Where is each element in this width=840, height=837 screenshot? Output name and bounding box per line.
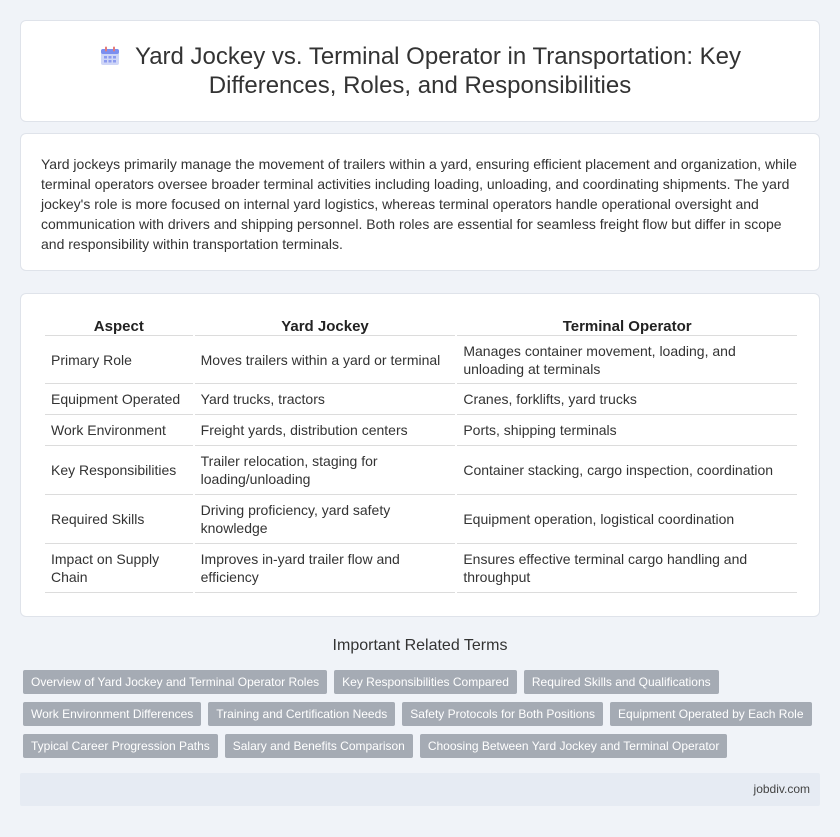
row-aspect: Primary Role <box>45 336 193 384</box>
row-yard-jockey: Driving proficiency, yard safety knowledge <box>195 495 456 544</box>
related-terms-tags <box>23 670 823 758</box>
row-terminal-operator: Ports, shipping terminals <box>457 415 797 446</box>
related-tag[interactable]: Key Responsibilities Compared <box>334 670 517 694</box>
comparison-table-card <box>20 293 820 617</box>
related-tag[interactable]: Work Environment Differences <box>23 702 201 726</box>
table-row <box>45 446 797 495</box>
row-yard-jockey: Trailer relocation, staging for loading/unloading <box>195 446 456 495</box>
row-aspect: Required Skills <box>45 495 193 544</box>
table-row <box>45 544 797 593</box>
table-row <box>45 384 797 415</box>
page-title-wrap <box>70 42 770 100</box>
related-tag[interactable]: Equipment Operated by Each Role <box>610 702 811 726</box>
row-yard-jockey: Yard trucks, tractors <box>195 384 456 415</box>
row-terminal-operator: Equipment operation, logistical coordination <box>457 495 797 544</box>
row-aspect: Key Responsibilities <box>45 446 193 495</box>
row-yard-jockey: Freight yards, distribution centers <box>195 415 456 446</box>
related-tag[interactable]: Training and Certification Needs <box>208 702 395 726</box>
header-yard-jockey: Yard Jockey <box>195 314 456 336</box>
calendar-icon <box>99 45 121 67</box>
row-terminal-operator: Ensures effective terminal cargo handling and throughput <box>457 544 797 593</box>
related-tag[interactable]: Safety Protocols for Both Positions <box>402 702 603 726</box>
row-yard-jockey: Improves in-yard trailer flow and efficiency <box>195 544 456 593</box>
row-terminal-operator: Container stacking, cargo inspection, coordination <box>457 446 797 495</box>
table-row <box>45 415 797 446</box>
intro-paragraph: Yard jockeys primarily manage the movement of trailers within a yard, ensuring efficient placement and organization, while terminal operators oversee broader terminal activities including loading, unloading, and coordinating shipments. The yard jockey's role is more focused on internal yard logistics, whereas terminal operators handle operational oversight and communication with drivers and shipping personnel. Both roles are essential for seamless freight flow but differ in scope and responsibility within transportation terminals. <box>41 156 797 252</box>
related-tag[interactable]: Overview of Yard Jockey and Terminal Operator Roles <box>23 670 327 694</box>
page-title: Yard Jockey vs. Terminal Operator in Transportation: Key Differences, Roles, and Responsibilities <box>134 43 742 99</box>
related-tag[interactable]: Salary and Benefits Comparison <box>225 734 413 758</box>
table-header-row <box>45 314 797 336</box>
header-aspect: Aspect <box>45 314 193 336</box>
related-tag[interactable]: Typical Career Progression Paths <box>23 734 218 758</box>
intro-card <box>20 133 820 271</box>
header-terminal-operator: Terminal Operator <box>457 314 797 336</box>
footer-site-link[interactable]: jobdiv.com <box>753 782 810 796</box>
related-terms-title: Important Related Terms <box>332 637 508 654</box>
row-aspect: Equipment Operated <box>45 384 193 415</box>
table-row <box>45 495 797 544</box>
row-yard-jockey: Moves trailers within a yard or terminal <box>195 336 456 384</box>
row-aspect: Impact on Supply Chain <box>45 544 193 593</box>
row-terminal-operator: Manages container movement, loading, and unloading at terminals <box>457 336 797 384</box>
footer <box>20 773 820 806</box>
related-tag[interactable]: Required Skills and Qualifications <box>524 670 719 694</box>
comparison-table <box>43 314 799 593</box>
related-tag[interactable]: Choosing Between Yard Jockey and Terminal Operator <box>420 734 728 758</box>
row-terminal-operator: Cranes, forklifts, yard trucks <box>457 384 797 415</box>
row-aspect: Work Environment <box>45 415 193 446</box>
title-card <box>20 20 820 122</box>
table-row <box>45 336 797 384</box>
